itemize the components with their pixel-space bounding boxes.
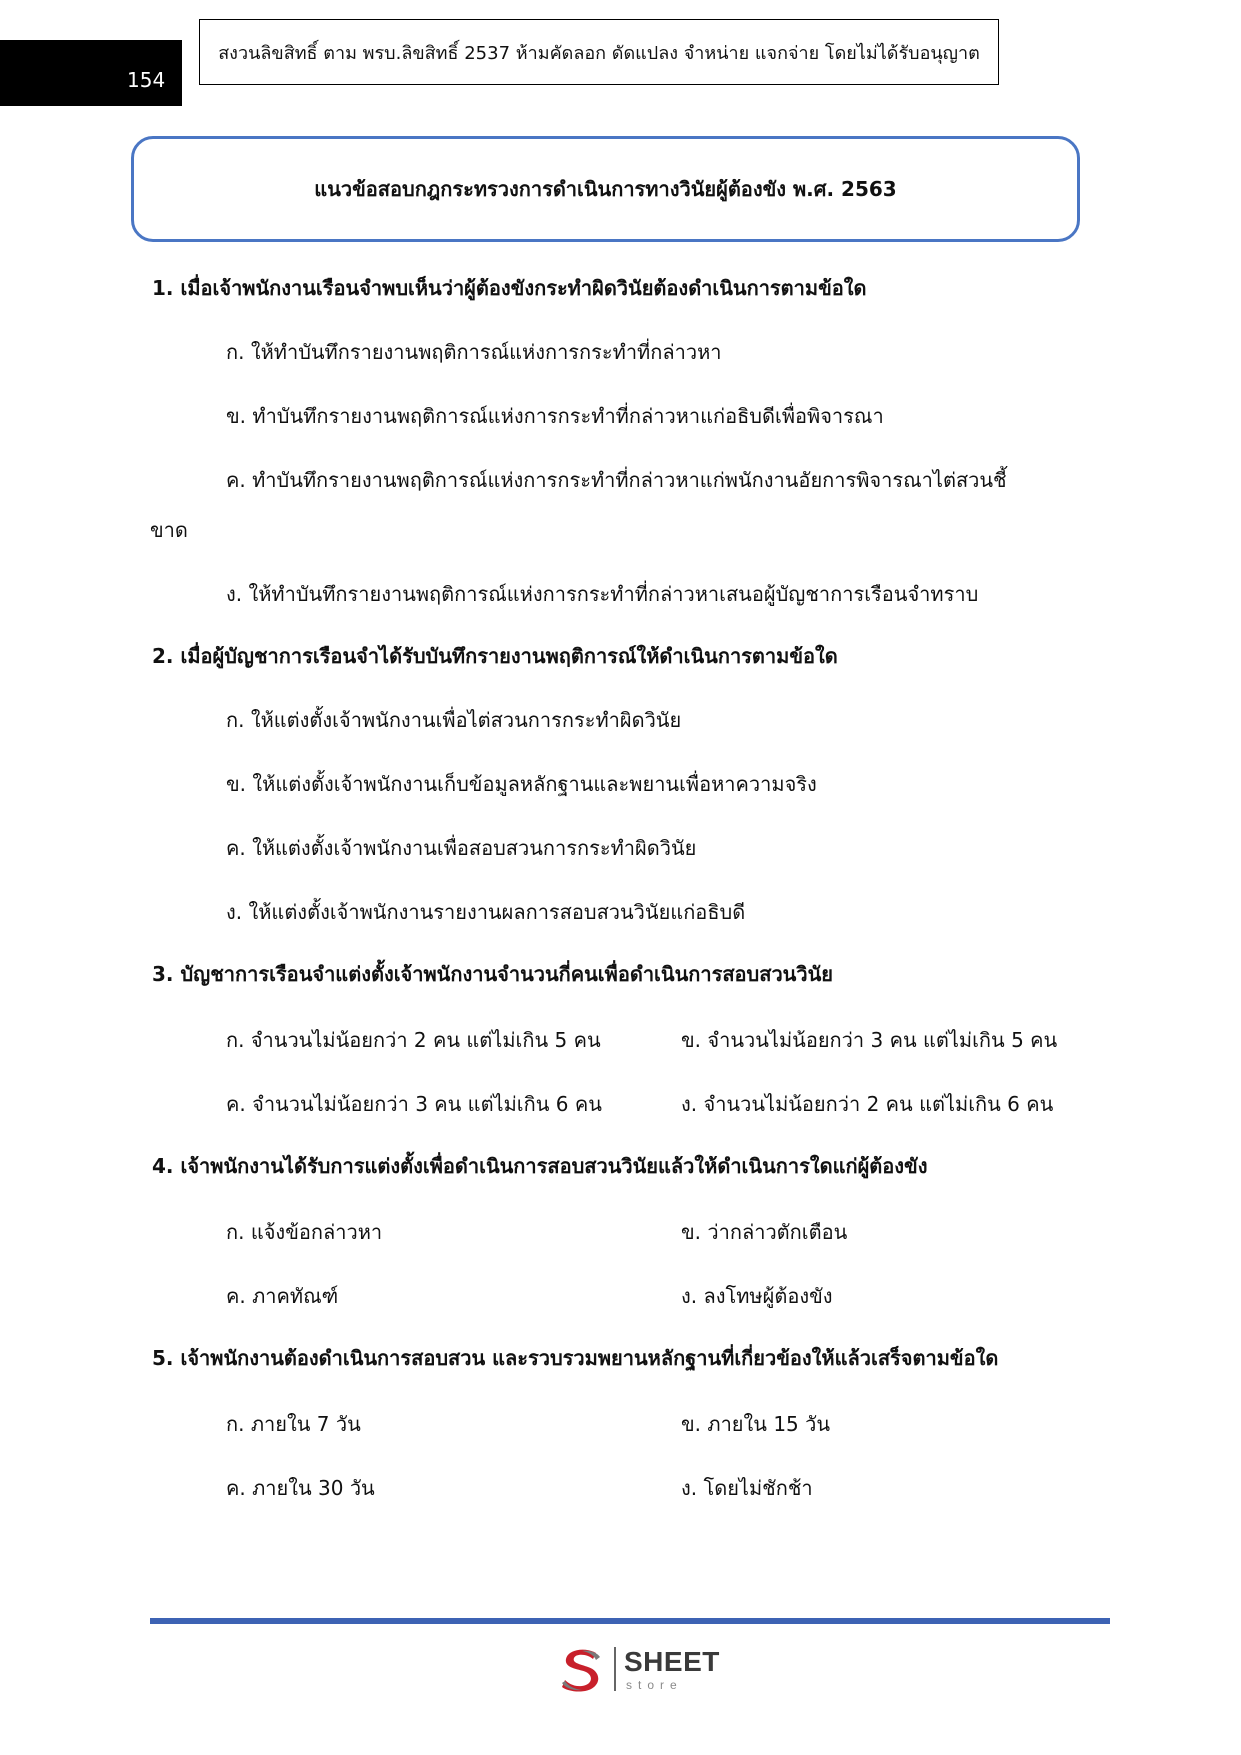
question-4: 4. เจ้าพนักงานได้รับการแต่งตั้งเพื่อดำเนินการสอบสวนวินัยแล้วให้ดำเนินการใดแก่ผู้ต้องขัง (152, 1154, 928, 1178)
q2-option-a: ก. ให้แต่งตั้งเจ้าพนักงานเพื่อไต่สวนการกระทำผิดวินัย (226, 708, 682, 732)
footer-rule (150, 1618, 1110, 1624)
sheet-store-logo (556, 1641, 726, 1697)
title-box (131, 136, 1080, 242)
q2-option-d: ง. ให้แต่งตั้งเจ้าพนักงานรายงานผลการสอบสวนวินัยแก่อธิบดี (226, 900, 746, 924)
q2-option-b: ข. ให้แต่งตั้งเจ้าพนักงานเก็บข้อมูลหลักฐานและพยานเพื่อหาความจริง (226, 772, 817, 796)
q5-option-a: ก. ภายใน 7 วัน (226, 1412, 361, 1436)
question-1: 1. เมื่อเจ้าพนักงานเรือนจำพบเห็นว่าผู้ต้องขังกระทำผิดวินัยต้องดำเนินการตามข้อใด (152, 276, 867, 300)
q3-option-a: ก. จำนวนไม่น้อยกว่า 2 คน แต่ไม่เกิน 5 คน (226, 1028, 601, 1052)
logo-name: SHEET (624, 1646, 720, 1677)
logo-divider (614, 1647, 616, 1691)
page-number-box (0, 40, 182, 106)
q5-option-c: ค. ภายใน 30 วัน (226, 1476, 375, 1500)
q1-option-c: ค. ทำบันทึกรายงานพฤติการณ์แห่งการกระทำที่กล่าวหาแก่พนักงานอัยการพิจารณาไต่สวนชี้ (226, 468, 1007, 492)
q1-option-c-continuation: ขาด (150, 518, 188, 542)
q5-option-d: ง. โดยไม่ชักช้า (681, 1476, 813, 1500)
q4-option-d: ง. ลงโทษผู้ต้องขัง (681, 1284, 833, 1308)
question-2: 2. เมื่อผู้บัญชาการเรือนจำได้รับบันทึกรายงานพฤติการณ์ให้ดำเนินการตามข้อใด (152, 644, 838, 668)
q3-option-d: ง. จำนวนไม่น้อยกว่า 2 คน แต่ไม่เกิน 6 คน (681, 1092, 1054, 1116)
copyright-text: สงวนลิขสิทธิ์ ตาม พรบ.ลิขสิทธิ์ 2537 ห้ามคัดลอก ดัดแปลง จำหน่าย แจกจ่าย โดยไม่ได้รับอนุญาต (218, 42, 980, 64)
q5-option-b: ข. ภายใน 15 วัน (681, 1412, 831, 1436)
q1-option-d: ง. ให้ทำบันทึกรายงานพฤติการณ์แห่งการกระทำที่กล่าวหาเสนอผู้บัญชาการเรือนจำทราบ (226, 582, 979, 606)
sheet-s-logo-icon (556, 1645, 608, 1695)
question-5: 5. เจ้าพนักงานต้องดำเนินการสอบสวน และรวบรวมพยานหลักฐานที่เกี่ยวข้องให้แล้วเสร็จตามข้อใด (152, 1346, 999, 1370)
q2-option-c: ค. ให้แต่งตั้งเจ้าพนักงานเพื่อสอบสวนการกระทำผิดวินัย (226, 836, 697, 860)
q1-option-b: ข. ทำบันทึกรายงานพฤติการณ์แห่งการกระทำที่กล่าวหาแก่อธิบดีเพื่อพิจารณา (226, 404, 884, 428)
q4-option-c: ค. ภาคทัณฑ์ (226, 1284, 339, 1308)
q3-option-c: ค. จำนวนไม่น้อยกว่า 3 คน แต่ไม่เกิน 6 คน (226, 1092, 602, 1116)
page-number: 154 (127, 68, 166, 92)
q1-option-a: ก. ให้ทำบันทึกรายงานพฤติการณ์แห่งการกระทำที่กล่าวหา (226, 340, 722, 364)
page-title: แนวข้อสอบกฎกระทรวงการดำเนินการทางวินัยผู้ต้องขัง พ.ศ. 2563 (314, 177, 897, 201)
copyright-notice (199, 19, 999, 85)
q4-option-b: ข. ว่ากล่าวตักเตือน (681, 1220, 848, 1244)
logo-subtitle: store (626, 1678, 683, 1692)
q4-option-a: ก. แจ้งข้อกล่าวหา (226, 1220, 383, 1244)
question-3: 3. บัญชาการเรือนจำแต่งตั้งเจ้าพนักงานจำนวนกี่คนเพื่อดำเนินการสอบสวนวินัย (152, 962, 833, 986)
q3-option-b: ข. จำนวนไม่น้อยกว่า 3 คน แต่ไม่เกิน 5 คน (681, 1028, 1058, 1052)
